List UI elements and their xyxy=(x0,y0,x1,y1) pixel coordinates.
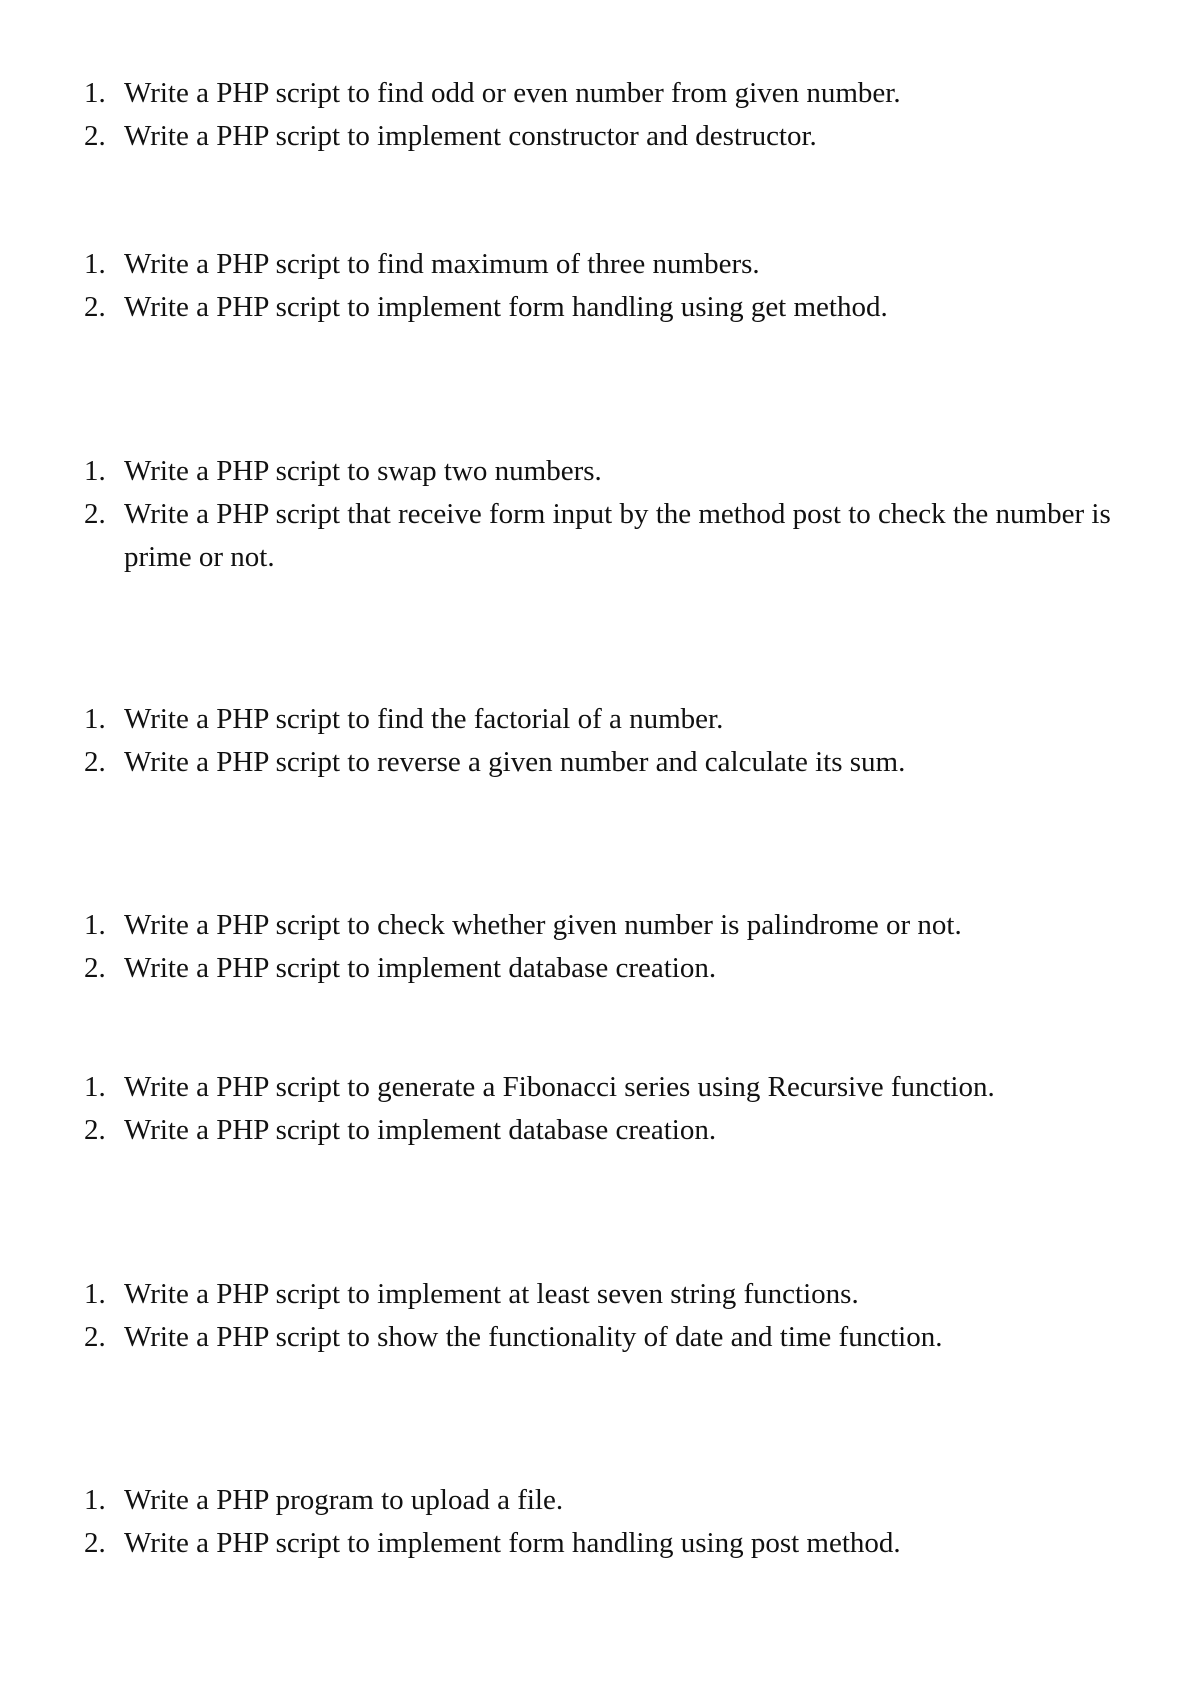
question-number: 1. xyxy=(84,455,106,487)
question-item xyxy=(84,1522,1124,1565)
question-number: 1. xyxy=(84,909,106,941)
question-item xyxy=(84,1273,1124,1316)
question-number: 1. xyxy=(84,1278,106,1310)
question-text: Write a PHP script to find odd or even number from given number. xyxy=(124,77,901,109)
question-item xyxy=(84,1479,1124,1522)
question-item xyxy=(84,450,1124,493)
question-text: Write a PHP script to implement database creation. xyxy=(124,952,717,984)
question-number: 2. xyxy=(84,120,106,152)
question-number: 2. xyxy=(84,1527,106,1559)
question-number: 2. xyxy=(84,1114,106,1146)
question-item xyxy=(84,947,1124,990)
question-number: 1. xyxy=(84,1071,106,1103)
question-item xyxy=(84,493,1124,579)
question-number: 2. xyxy=(84,291,106,323)
question-item xyxy=(84,698,1124,741)
question-item xyxy=(84,1109,1124,1152)
question-set-6 xyxy=(84,1066,1124,1152)
question-set-4 xyxy=(84,698,1124,784)
question-text: Write a PHP script to generate a Fibonacci series using Recursive function. xyxy=(124,1071,995,1103)
question-number: 1. xyxy=(84,1484,106,1516)
question-text: Write a PHP script to implement database creation. xyxy=(124,1114,717,1146)
question-text: Write a PHP script to swap two numbers. xyxy=(124,455,602,487)
question-set-7 xyxy=(84,1273,1124,1359)
question-item xyxy=(84,1316,1124,1359)
question-number: 1. xyxy=(84,248,106,280)
question-number: 2. xyxy=(84,952,106,984)
question-item xyxy=(84,286,1124,329)
question-set-8 xyxy=(84,1479,1124,1565)
question-set-5 xyxy=(84,904,1124,990)
question-item xyxy=(84,243,1124,286)
question-item xyxy=(84,115,1124,158)
question-text: Write a PHP script to check whether given number is palindrome or not. xyxy=(124,909,962,941)
question-number: 1. xyxy=(84,77,106,109)
question-item xyxy=(84,1066,1124,1109)
question-text: Write a PHP script to find maximum of three numbers. xyxy=(124,248,760,280)
question-text: Write a PHP script to implement form handling using post method. xyxy=(124,1527,901,1559)
question-text: Write a PHP script to show the functionality of date and time function. xyxy=(124,1321,943,1353)
question-set-3 xyxy=(84,450,1124,579)
question-number: 1. xyxy=(84,703,106,735)
question-text: Write a PHP script to implement constructor and destructor. xyxy=(124,120,817,152)
question-number: 2. xyxy=(84,1321,106,1353)
question-item xyxy=(84,904,1124,947)
question-number: 2. xyxy=(84,498,106,530)
question-item xyxy=(84,72,1124,115)
question-set-2 xyxy=(84,243,1124,329)
question-number: 2. xyxy=(84,746,106,778)
question-text: Write a PHP script to find the factorial of a number. xyxy=(124,703,724,735)
question-item xyxy=(84,741,1124,784)
question-text: Write a PHP script that receive form input by the method post to check the number is prime or not. xyxy=(124,498,1111,573)
question-set-1 xyxy=(84,72,1124,158)
question-text: Write a PHP program to upload a file. xyxy=(124,1484,564,1516)
question-text: Write a PHP script to implement at least seven string functions. xyxy=(124,1278,859,1310)
question-text: Write a PHP script to reverse a given number and calculate its sum. xyxy=(124,746,906,778)
question-text: Write a PHP script to implement form handling using get method. xyxy=(124,291,888,323)
